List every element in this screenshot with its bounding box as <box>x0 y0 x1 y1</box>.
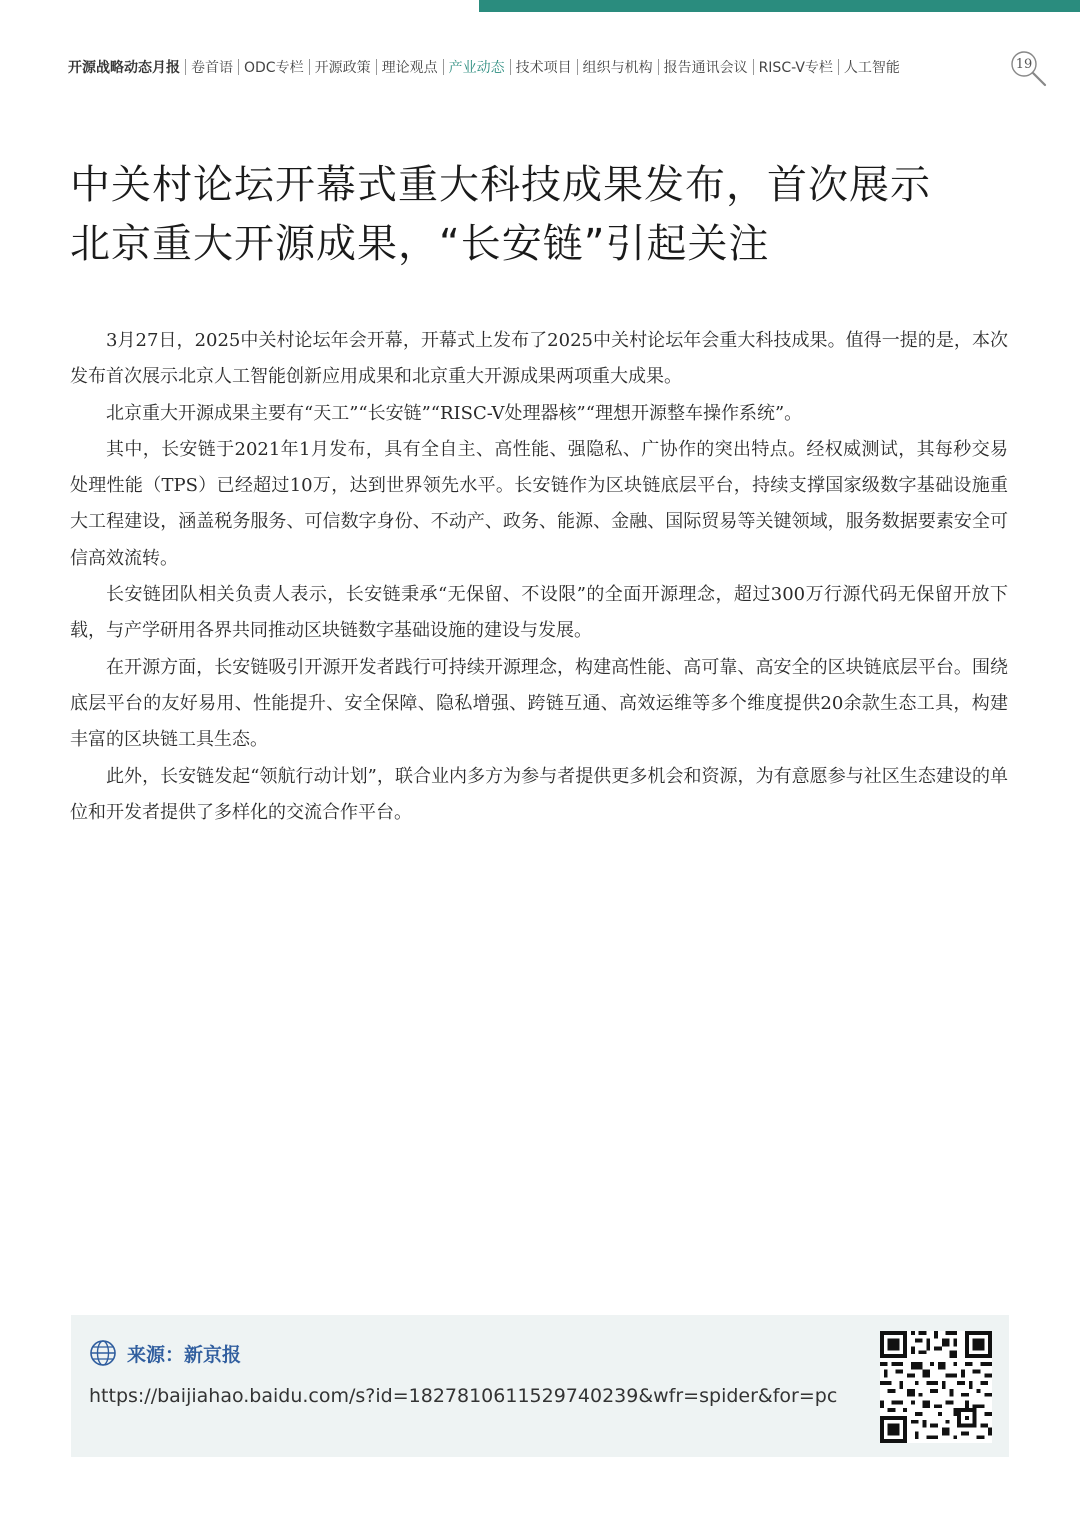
page-number-badge <box>1010 50 1050 90</box>
paragraph: 北京重大开源成果主要有“天工”“长安链”“RISC-V处理器核”“理想开源整车操作系统”。 <box>106 402 803 424</box>
source-box <box>71 1315 1009 1457</box>
nav-item-ai[interactable]: 人工智能 <box>843 60 900 76</box>
title-line-2: 北京重大开源成果，“长安链”引起关注 <box>70 221 770 267</box>
paragraph: 在开源方面，长安链吸引开源开发者践行可持续开源理念，构建高性能、高可靠、高安全的区块链底层平台。围绕底层平台的友好易用、性能提升、安全保障、隐私增强、跨链互通、高效运维等多个维度提供20余款生态工具，构建丰富的区块链工具生态。 <box>70 656 1008 751</box>
nav-divider <box>185 59 186 75</box>
nav-divider <box>577 59 578 75</box>
top-accent-bar <box>479 0 1080 12</box>
nav-item-tech-projects[interactable]: 技术项目 <box>515 60 572 76</box>
nav-divider <box>510 59 511 75</box>
nav-divider <box>443 59 444 75</box>
page-number: 19 <box>1015 57 1033 72</box>
paragraph: 3月27日，2025中关村论坛年会开幕，开幕式上发布了2025中关村论坛年会重大科技成果。值得一提的是，本次发布首次展示北京人工智能创新应用成果和北京重大开源成果两项重大成果。 <box>70 330 1008 388</box>
nav-divider <box>376 59 377 75</box>
source-url[interactable]: https://baijiahao.baidu.com/s?id=1827810611529740239&wfr=spider&for=pc <box>89 1385 838 1407</box>
nav-item-preface[interactable]: 卷首语 <box>191 60 233 76</box>
section-nav <box>68 56 996 78</box>
source-header <box>89 1339 241 1367</box>
nav-divider <box>753 59 754 75</box>
nav-divider <box>838 59 839 75</box>
article-title <box>70 156 1020 274</box>
nav-item-theory[interactable]: 理论观点 <box>381 60 438 76</box>
nav-divider <box>658 59 659 75</box>
paragraph: 长安链团队相关负责人表示，长安链秉承“无保留、不设限”的全面开源理念，超过300万行源代码无保留开放下载，与产学研用各界共同推动区块链数字基础设施的建设与发展。 <box>70 584 1008 642</box>
qr-code-icon <box>880 1331 992 1443</box>
article-body <box>70 323 1008 831</box>
source-label: 来源：新京报 <box>127 1343 242 1366</box>
nav-divider <box>309 59 310 75</box>
nav-item-riscv-column[interactable]: RISC-V专栏 <box>758 60 833 76</box>
globe-icon <box>89 1339 117 1367</box>
nav-item-policy[interactable]: 开源政策 <box>314 60 371 76</box>
nav-divider <box>238 59 239 75</box>
publication-name: 开源战略动态月报 <box>68 60 180 76</box>
paragraph: 此外，长安链发起“领航行动计划”，联合业内多方为参与者提供更多机会和资源，为有意愿参与社区生态建设的单位和开发者提供了多样化的交流合作平台。 <box>70 765 1008 823</box>
nav-item-organizations[interactable]: 组织与机构 <box>582 60 653 76</box>
paragraph: 其中，长安链于2021年1月发布，具有全自主、高性能、强隐私、广协作的突出特点。经权威测试，其每秒交易处理性能（TPS）已经超过10万，达到世界领先水平。长安链作为区块链底层平台，持续支撑国家级数字基础设施重大工程建设，涵盖税务服务、可信数字身份、不动产、政务、能源、金融、国际贸易等关键领域，服务数据要素安全可信高效流转。 <box>70 438 1008 569</box>
nav-item-odc-column[interactable]: ODC专栏 <box>244 60 304 76</box>
title-line-1: 中关村论坛开幕式重大科技成果发布，首次展示 <box>70 162 931 208</box>
nav-item-industry-news[interactable]: 产业动态 <box>448 60 505 76</box>
nav-item-reports[interactable]: 报告通讯会议 <box>663 60 748 76</box>
